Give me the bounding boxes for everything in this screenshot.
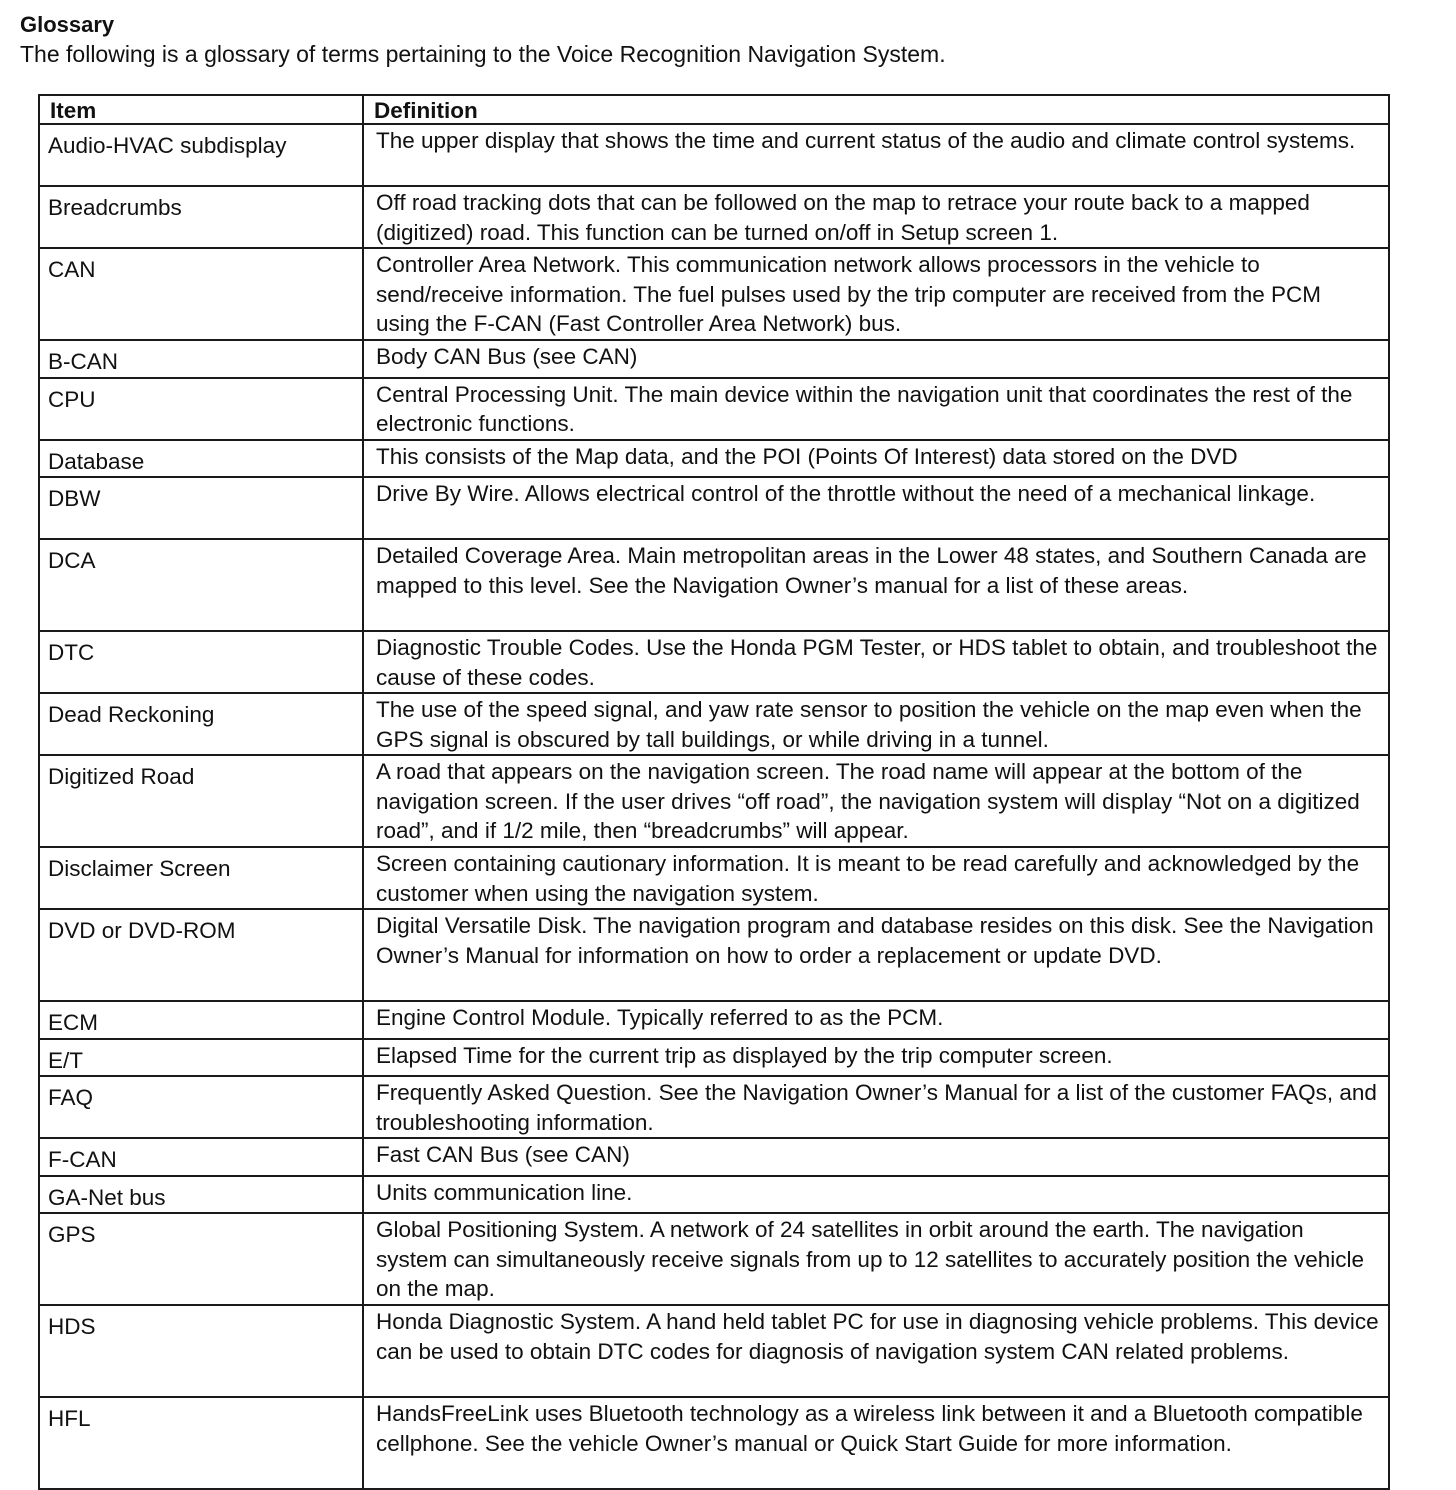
glossary-term: GA-Net bus: [39, 1176, 363, 1214]
table-row: [39, 539, 1389, 631]
table-row: [39, 378, 1389, 440]
glossary-term: GPS: [39, 1213, 363, 1305]
table-row: [39, 847, 1389, 909]
table-row: [39, 186, 1389, 248]
table-row: [39, 340, 1389, 378]
table-row: [39, 693, 1389, 755]
glossary-definition: Central Processing Unit. The main device within the navigation unit that coordinates the rest of the electronic functions.: [363, 378, 1389, 440]
table-row: [39, 440, 1389, 478]
glossary-term: ECM: [39, 1001, 363, 1039]
glossary-definition: Digital Versatile Disk. The navigation program and database resides on this disk. See the Navigation Owner’s Manual for information on how to order a replacement or update DVD.: [363, 909, 1389, 1001]
glossary-term: E/T: [39, 1039, 363, 1077]
table-row: [39, 477, 1389, 539]
glossary-term: Database: [39, 440, 363, 478]
glossary-definition: Diagnostic Trouble Codes. Use the Honda PGM Tester, or HDS tablet to obtain, and troubleshoot the cause of these codes.: [363, 631, 1389, 693]
table-row: [39, 755, 1389, 847]
page-title: Glossary: [20, 12, 115, 37]
glossary-term: HDS: [39, 1305, 363, 1397]
table-row: [39, 1213, 1389, 1305]
column-header-definition: Definition: [363, 95, 1389, 124]
glossary-definition: Frequently Asked Question. See the Navigation Owner’s Manual for a list of the customer FAQs, and troubleshooting information.: [363, 1076, 1389, 1138]
glossary-definition: Off road tracking dots that can be followed on the map to retrace your route back to a mapped (digitized) road. This function can be turned on/off in Setup screen 1.: [363, 186, 1389, 248]
table-row: [39, 1001, 1389, 1039]
table-header-row: [39, 95, 1389, 124]
glossary-term: Dead Reckoning: [39, 693, 363, 755]
glossary-definition: The upper display that shows the time and current status of the audio and climate control systems.: [363, 124, 1389, 186]
glossary-term: HFL: [39, 1397, 363, 1489]
table-row: [39, 248, 1389, 340]
glossary-definition: Drive By Wire. Allows electrical control of the throttle without the need of a mechanical linkage.: [363, 477, 1389, 539]
glossary-definition: Body CAN Bus (see CAN): [363, 340, 1389, 378]
glossary-term: DVD or DVD-ROM: [39, 909, 363, 1001]
glossary-term: DTC: [39, 631, 363, 693]
glossary-definition: This consists of the Map data, and the POI (Points Of Interest) data stored on the DVD: [363, 440, 1389, 478]
table-row: [39, 1076, 1389, 1138]
table-row: [39, 1176, 1389, 1214]
glossary-definition: Elapsed Time for the current trip as displayed by the trip computer screen.: [363, 1039, 1389, 1077]
table-row: [39, 909, 1389, 1001]
page-subtitle: The following is a glossary of terms pertaining to the Voice Recognition Navigation System.: [20, 41, 946, 67]
table-row: [39, 631, 1389, 693]
column-header-item: Item: [39, 95, 363, 124]
glossary-definition: Honda Diagnostic System. A hand held tablet PC for use in diagnosing vehicle problems. This device can be used to obtain DTC codes for diagnosis of navigation system CAN related problems.: [363, 1305, 1389, 1397]
glossary-term: B-CAN: [39, 340, 363, 378]
glossary-term: CPU: [39, 378, 363, 440]
glossary-definition: Detailed Coverage Area. Main metropolitan areas in the Lower 48 states, and Southern Canada are mapped to this level. See the Navigation Owner’s manual for a list of these areas.: [363, 539, 1389, 631]
glossary-definition: Units communication line.: [363, 1176, 1389, 1214]
glossary-definition: HandsFreeLink uses Bluetooth technology as a wireless link between it and a Bluetooth compatible cellphone. See the vehicle Owner’s manual or Quick Start Guide for more information.: [363, 1397, 1389, 1489]
glossary-term: FAQ: [39, 1076, 363, 1138]
table-row: [39, 1305, 1389, 1397]
glossary-term: Audio-HVAC subdisplay: [39, 124, 363, 186]
glossary-definition: Engine Control Module. Typically referred to as the PCM.: [363, 1001, 1389, 1039]
glossary-term: DBW: [39, 477, 363, 539]
table-row: [39, 1397, 1389, 1489]
glossary-definition: Global Positioning System. A network of 24 satellites in orbit around the earth. The navigation system can simultaneously receive signals from up to 12 satellites to accurately position the vehicle on the map.: [363, 1213, 1389, 1305]
glossary-definition: Fast CAN Bus (see CAN): [363, 1138, 1389, 1176]
glossary-definition: A road that appears on the navigation screen. The road name will appear at the bottom of the navigation screen. If the user drives “off road”, the navigation system will display “Not on a digitized road”, and if 1/2 mile, then “breadcrumbs” will appear.: [363, 755, 1389, 847]
glossary-definition: Screen containing cautionary information. It is meant to be read carefully and acknowledged by the customer when using the navigation system.: [363, 847, 1389, 909]
glossary-term: Digitized Road: [39, 755, 363, 847]
glossary-table: [38, 94, 1390, 1490]
table-body: [39, 124, 1389, 1489]
glossary-term: CAN: [39, 248, 363, 340]
glossary-term: DCA: [39, 539, 363, 631]
table-row: [39, 1039, 1389, 1077]
table-row: [39, 1138, 1389, 1176]
glossary-definition: Controller Area Network. This communication network allows processors in the vehicle to send/receive information. The fuel pulses used by the trip computer are received from the PCM using the F-CAN (Fast Controller Area Network) bus.: [363, 248, 1389, 340]
glossary-term: F-CAN: [39, 1138, 363, 1176]
glossary-term: Breadcrumbs: [39, 186, 363, 248]
table-row: [39, 124, 1389, 186]
glossary-definition: The use of the speed signal, and yaw rate sensor to position the vehicle on the map even when the GPS signal is obscured by tall buildings, or while driving in a tunnel.: [363, 693, 1389, 755]
glossary-term: Disclaimer Screen: [39, 847, 363, 909]
